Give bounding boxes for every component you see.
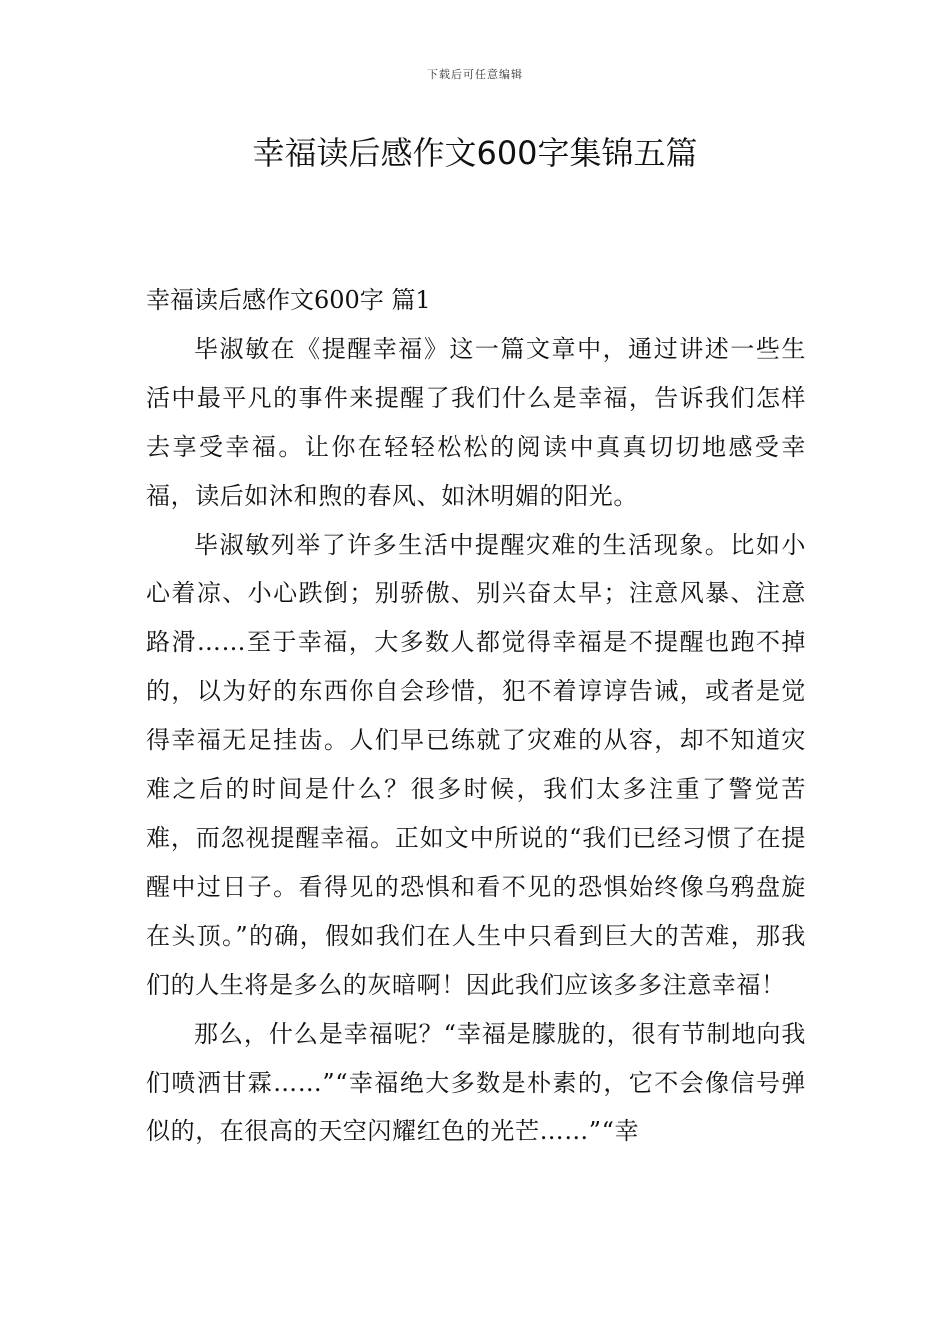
- paragraph-3: 那么，什么是幸福呢？“幸福是朦胧的，很有节制地向我们喷洒甘霖……”“幸福绝大多数是朴素的，它不会像信号弹似的，在很高的天空闪耀红色的光芒……”“幸: [146, 1019, 806, 1146]
- paragraph-2: 毕淑敏列举了许多生活中提醒灾难的生活现象。比如小心着凉、小心跌倒；别骄傲、别兴奋太早；注意风暴、注意路滑……至于幸福，大多数人都觉得幸福是不提醒也跑不掉的，以为好的东西你自会珍惜，犯不着谆谆告诫，或者是觉得幸福无足挂齿。人们早已练就了灾难的从容，却不知道灾难之后的时间是什么？很多时候，我们太多注重了警觉苦难，而忽视提醒幸福。正如文中所说的“我们已经习惯了在提醒中过日子。看得见的恐惧和看不见的恐惧始终像乌鸦盘旋在头顶。”的确，假如我们在人生中只看到巨大的苦难，那我们的人生将是多么的灰暗啊！因此我们应该多多注意幸福！: [146, 530, 806, 999]
- section-heading: 幸福读后感作文600字 篇1: [146, 286, 431, 314]
- document-body: [146, 276, 806, 1156]
- document-title: 幸福读后感作文600字集锦五篇: [252, 134, 698, 172]
- paragraph-1: 毕淑敏在《提醒幸福》这一篇文章中，通过讲述一些生活中最平凡的事件来提醒了我们什么是幸福，告诉我们怎样去享受幸福。让你在轻轻松松的阅读中真真切切地感受幸福，读后如沐和煦的春风、如沐明媚的阳光。: [146, 334, 806, 510]
- header-note: 下载后可任意编辑: [427, 68, 523, 81]
